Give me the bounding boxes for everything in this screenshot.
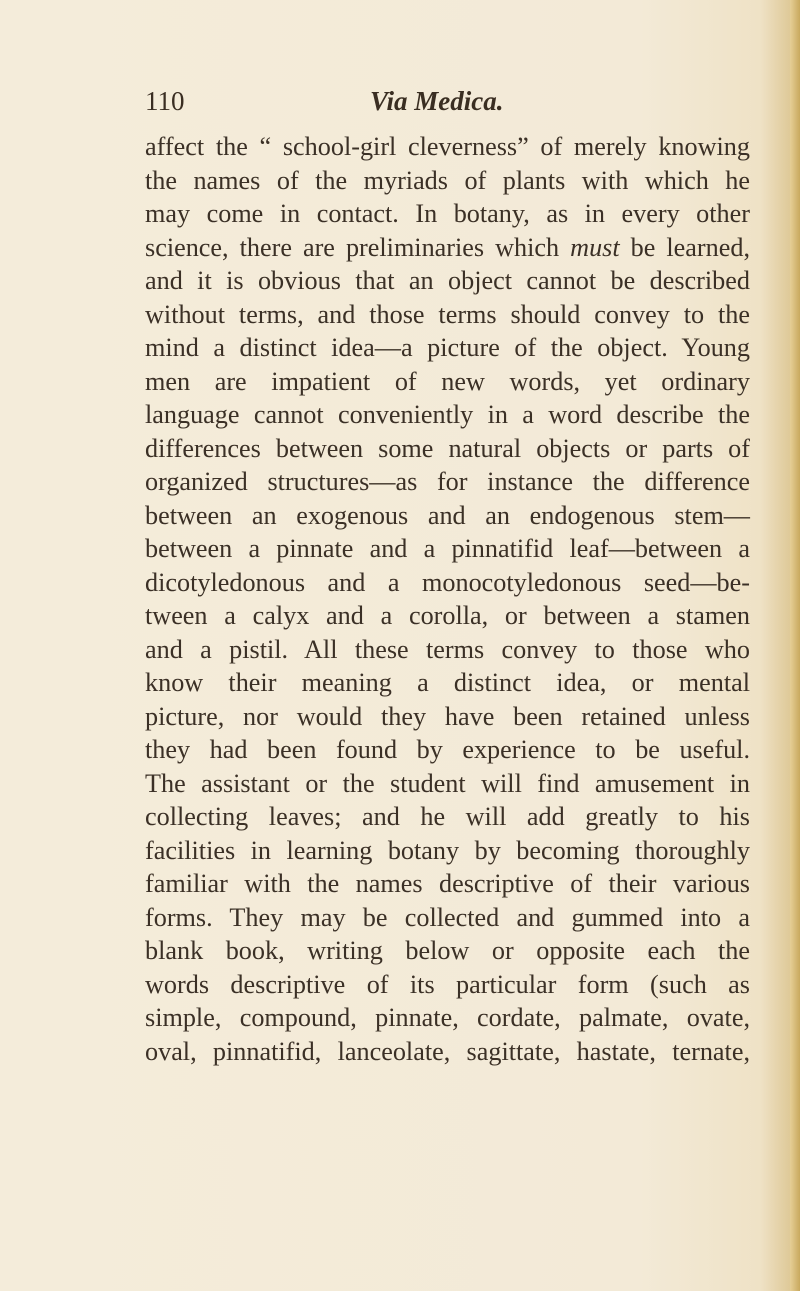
text-line: affect the “ school-girl cleverness” of merely knowing xyxy=(145,132,750,161)
text-line: the names of the myriads of plants with which he xyxy=(145,165,750,195)
text-line: picture, nor would they have been retained unless xyxy=(145,701,750,731)
text-line: words descriptive of its particular form (such as xyxy=(145,969,750,999)
text-segment: be learned, xyxy=(619,232,750,262)
text-line: without terms, and those terms should convey to the xyxy=(145,299,750,329)
text-line: language cannot conveniently in a word describe the xyxy=(145,400,750,429)
text-line: know their meaning a distinct idea, or mental xyxy=(145,668,750,697)
page-edge xyxy=(790,0,800,1291)
text-line: differences between some natural objects or parts of xyxy=(145,433,750,463)
text-line: The assistant or the student will find amusement in xyxy=(145,768,750,798)
text-line: mind a distinct idea—a picture of the object. Young xyxy=(145,333,750,362)
text-line: simple, compound, pinnate, cordate, palmate, ovate, xyxy=(145,1003,750,1032)
text-line xyxy=(145,231,750,265)
text-line: dicotyledonous and a monocotyledonous seed—be- xyxy=(145,567,750,597)
text-line: may come in contact. In botany, as in every other xyxy=(145,199,750,228)
text-line: between a pinnate and a pinnatifid leaf—between a xyxy=(145,534,750,563)
body-text xyxy=(145,130,750,1068)
text-line: blank book, writing below or opposite each the xyxy=(145,936,750,965)
page-number: 110 xyxy=(145,86,185,116)
text-segment: science, there are preliminaries which xyxy=(145,232,560,262)
text-line: organized structures—as for instance the difference xyxy=(145,467,750,496)
text-line: men are impatient of new words, yet ordinary xyxy=(145,366,750,396)
text-line: between an exogenous and an endogenous stem— xyxy=(145,500,750,530)
text-line: they had been found by experience to be useful. xyxy=(145,735,750,764)
text-line: oval, pinnatifid, lanceolate, sagittate, hastate, ternate, xyxy=(145,1036,750,1066)
page-header xyxy=(145,86,705,122)
text-line: collecting leaves; and he will add greatly to his xyxy=(145,802,750,831)
text-line: forms. They may be collected and gummed into a xyxy=(145,902,750,932)
text-line: facilities in learning botany by becoming thoroughly xyxy=(145,835,750,865)
text-line: tween a calyx and a corolla, or between a stamen xyxy=(145,601,750,630)
text-line: and a pistil. All these terms convey to those who xyxy=(145,634,750,664)
running-title: Via Medica. xyxy=(370,86,504,116)
emphasized-word: must xyxy=(570,232,620,262)
text-line: and it is obvious that an object cannot be described xyxy=(145,266,750,295)
text-line: familiar with the names descriptive of their various xyxy=(145,869,750,898)
